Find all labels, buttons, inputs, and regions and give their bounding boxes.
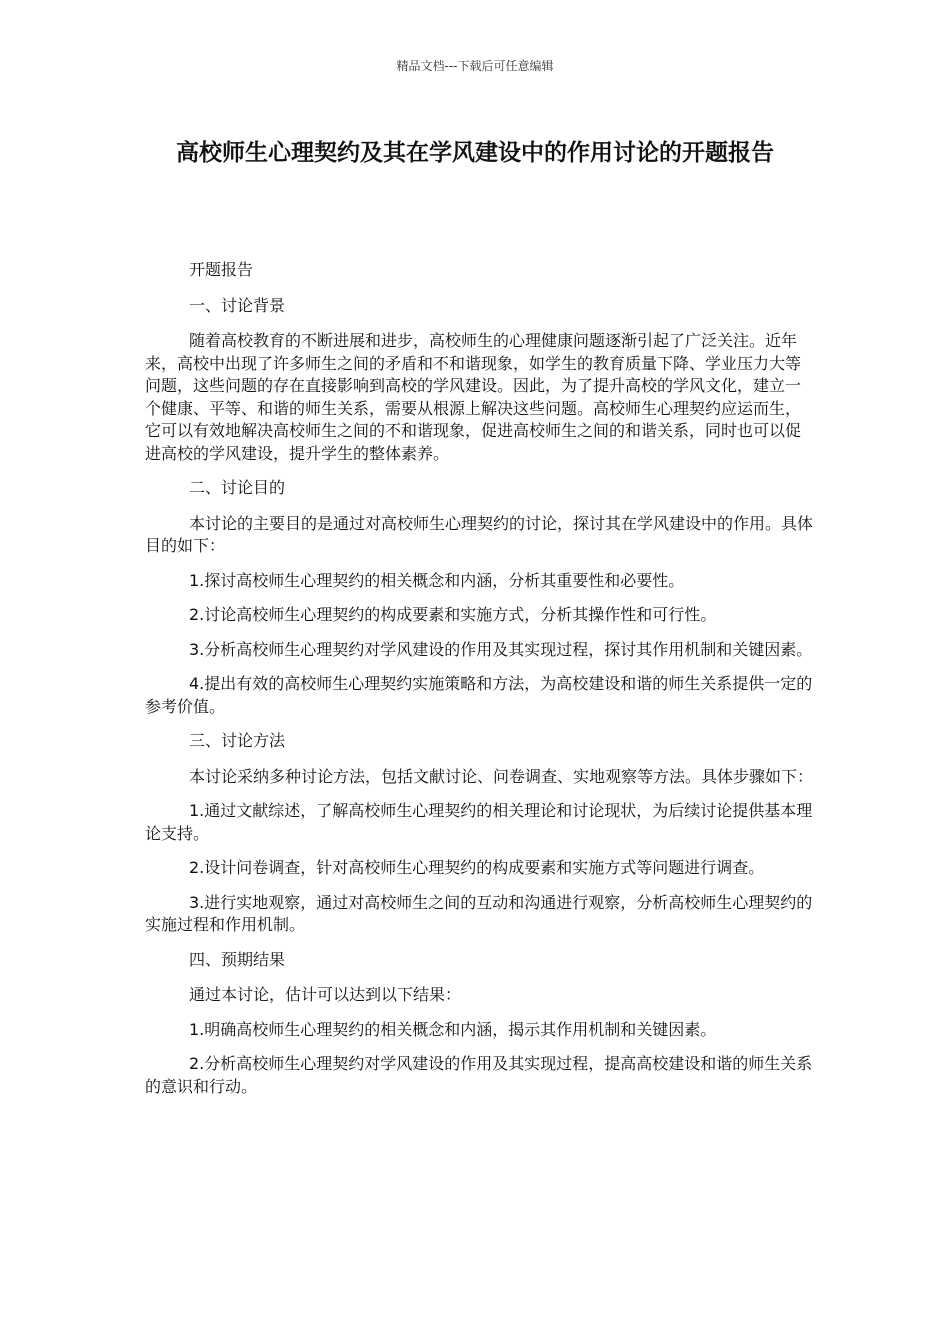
section-heading-background: 一、讨论背景 [189,295,286,315]
method-item-3: 3.进行实地观察，通过对高校师生之间的互动和沟通进行观察，分析高校师生心理契约的实施过程和作用机制。 [145,892,813,934]
section-heading-method: 三、讨论方法 [189,731,286,750]
paragraph-results-intro: 通过本讨论，估计可以达到以下结果： [189,985,462,1004]
paragraph-method-intro: 本讨论采纳多种讨论方法，包括文献讨论、问卷调查、实地观察等方法。具体步骤如下： [189,766,814,786]
document-body [145,259,813,1110]
header-note: 精品文档---下载后可任意编辑 [396,59,554,73]
section-heading-purpose: 二、讨论目的 [189,478,286,497]
paragraph-purpose-intro: 本讨论的主要目的是通过对高校师生心理契约的讨论，探讨其在学风建设中的作用。具体目的如下： [145,513,814,555]
purpose-item-1: 1.探讨高校师生心理契约的相关概念和内涵，分析其重要性和必要性。 [189,570,685,590]
paragraph-background: 随着高校教育的不断进展和进步，高校师生的心理健康问题逐渐引起了广泛关注。近年来，高校中出现了许多师生之间的矛盾和不和谐现象，如学生的教育质量下降、学业压力大等问题，这些问题的存在直接影响到高校的学风建设。因此，为了提升高校的学风文化，建立一个健康、平等、和谐的师生关系，需要从根源上解决这些问题。高校师生心理契约应运而生，它可以有效地解决高校师生之间的不和谐现象，促进高校师生之间的和谐关系，同时也可以促进高校的学风建设，提升学生的整体素养。 [145,331,802,463]
section-heading-results: 四、预期结果 [189,949,286,969]
document-title: 高校师生心理契约及其在学风建设中的作用讨论的开题报告 [176,140,774,166]
section-label-report: 开题报告 [189,260,254,279]
method-item-1: 1.通过文献综述，了解高校师生心理契约的相关理论和讨论现状，为后续讨论提供基本理论支持。 [145,801,813,843]
purpose-item-3: 3.分析高校师生心理契约对学风建设的作用及其实现过程，探讨其作用机制和关键因素。 [189,639,813,659]
purpose-item-4: 4.提出有效的高校师生心理契约实施策略和方法，为高校建设和谐的师生关系提供一定的参考价值。 [145,674,813,716]
result-item-1: 1.明确高校师生心理契约的相关概念和内涵，揭示其作用机制和关键因素。 [189,1019,717,1039]
result-item-2: 2.分析高校师生心理契约对学风建设的作用及其实现过程，提高高校建设和谐的师生关系的意识和行动。 [145,1054,813,1096]
method-item-2: 2.设计问卷调查，针对高校师生心理契约的构成要素和实施方式等问题进行调查。 [189,858,765,877]
purpose-item-2: 2.讨论高校师生心理契约的构成要素和实施方式，分析其操作性和可行性。 [189,605,717,624]
